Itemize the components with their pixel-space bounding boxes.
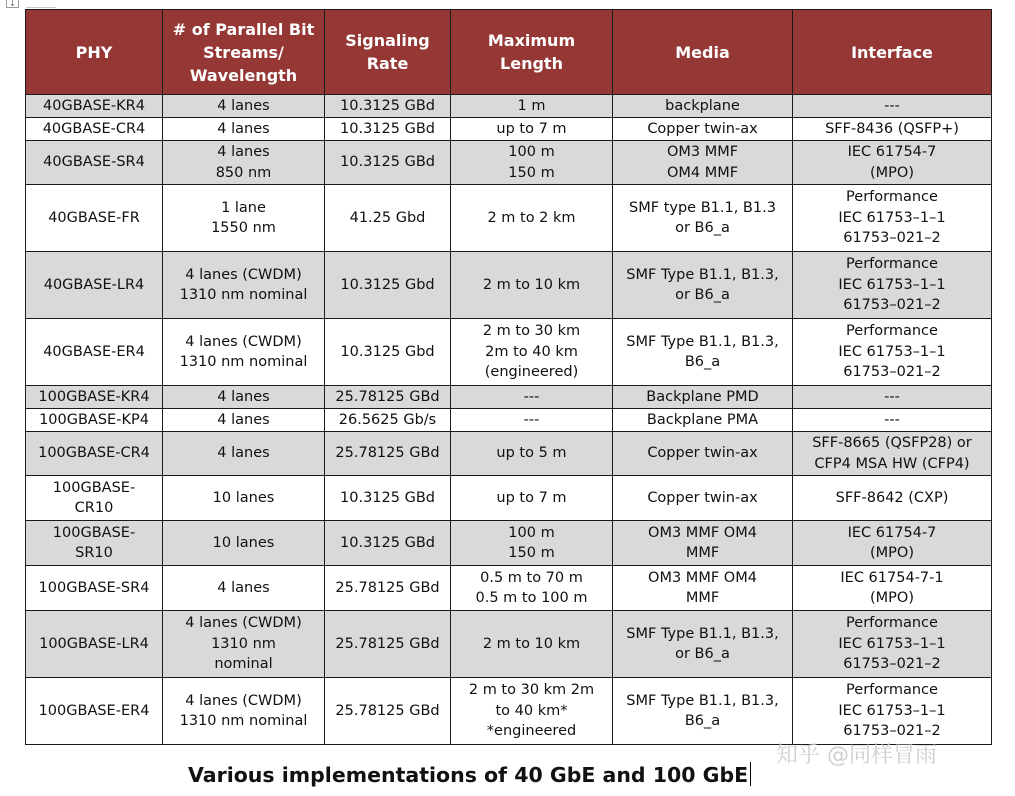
max-length-cell: 2 m to 30 km 2m to 40 km (engineered) — [451, 319, 613, 386]
table-row — [26, 141, 992, 185]
phy-cell: 40GBASE-CR4 — [26, 118, 163, 141]
top-rule — [26, 7, 56, 8]
lanes-cell: 4 lanes — [163, 95, 325, 118]
phy-cell: 100GBASE-KR4 — [26, 386, 163, 409]
phy-cell: 100GBASE-KP4 — [26, 409, 163, 432]
lanes-cell: 4 lanes — [163, 432, 325, 476]
signaling-rate-cell: 25.78125 GBd — [325, 611, 451, 678]
phy-cell: 100GBASE-CR4 — [26, 432, 163, 476]
lanes-cell: 10 lanes — [163, 521, 325, 566]
table-row — [26, 118, 992, 141]
media-cell: OM3 MMF OM4 MMF — [613, 521, 793, 566]
anchor-icon: ↓ — [6, 0, 19, 8]
table-row — [26, 566, 992, 611]
table-row — [26, 319, 992, 386]
table-row — [26, 95, 992, 118]
table-row — [26, 611, 992, 678]
interface-cell: Performance IEC 61753–1–1 61753–021–2 — [793, 319, 992, 386]
figure-caption — [188, 760, 751, 790]
phy-cell: 40GBASE-FR — [26, 185, 163, 252]
interface-cell: Performance IEC 61753–1–1 61753–021–2 — [793, 185, 992, 252]
header-phy: PHY — [26, 10, 163, 95]
max-length-cell: up to 5 m — [451, 432, 613, 476]
table-row — [26, 185, 992, 252]
max-length-cell: up to 7 m — [451, 118, 613, 141]
interface-cell: IEC 61754-7 (MPO) — [793, 521, 992, 566]
media-cell: SMF Type B1.1, B1.3, B6_a — [613, 319, 793, 386]
lanes-cell: 4 lanes — [163, 566, 325, 611]
caption-text: Various implementations of 40 GbE and 100 GbE — [188, 763, 749, 787]
signaling-rate-cell: 41.25 Gbd — [325, 185, 451, 252]
media-cell: SMF type B1.1, B1.3 or B6_a — [613, 185, 793, 252]
media-cell: backplane — [613, 95, 793, 118]
table-row — [26, 476, 992, 521]
phy-cell: 100GBASE-ER4 — [26, 678, 163, 745]
lanes-cell: 4 lanes (CWDM) 1310 nm nominal — [163, 319, 325, 386]
interface-cell: IEC 61754-7-1 (MPO) — [793, 566, 992, 611]
lanes-cell: 4 lanes — [163, 386, 325, 409]
text-cursor — [750, 762, 751, 786]
signaling-rate-cell: 10.3125 Gbd — [325, 252, 451, 319]
media-cell: Backplane PMA — [613, 409, 793, 432]
max-length-cell: 0.5 m to 70 m 0.5 m to 100 m — [451, 566, 613, 611]
interface-cell: Performance IEC 61753–1–1 61753–021–2 — [793, 678, 992, 745]
lanes-cell: 4 lanes (CWDM) 1310 nm nominal — [163, 678, 325, 745]
table-header-row — [26, 10, 992, 95]
header-media: Media — [613, 10, 793, 95]
signaling-rate-cell: 25.78125 GBd — [325, 678, 451, 745]
media-cell: Copper twin-ax — [613, 118, 793, 141]
interface-cell: SFF-8665 (QSFP28) or CFP4 MSA HW (CFP4) — [793, 432, 992, 476]
signaling-rate-cell: 25.78125 GBd — [325, 386, 451, 409]
media-cell: OM3 MMF OM4 MMF — [613, 141, 793, 185]
max-length-cell: 100 m 150 m — [451, 521, 613, 566]
lanes-cell: 4 lanes 850 nm — [163, 141, 325, 185]
interface-cell: --- — [793, 386, 992, 409]
phy-cell: 40GBASE-LR4 — [26, 252, 163, 319]
phy-cell: 100GBASE-SR4 — [26, 566, 163, 611]
table-row — [26, 678, 992, 745]
max-length-cell: --- — [451, 409, 613, 432]
media-cell: OM3 MMF OM4 MMF — [613, 566, 793, 611]
interface-cell: SFF-8436 (QSFP+) — [793, 118, 992, 141]
interface-cell: --- — [793, 95, 992, 118]
signaling-rate-cell: 10.3125 GBd — [325, 95, 451, 118]
lanes-cell: 10 lanes — [163, 476, 325, 521]
signaling-rate-cell: 25.78125 GBd — [325, 566, 451, 611]
max-length-cell: 2 m to 10 km — [451, 252, 613, 319]
media-cell: Copper twin-ax — [613, 432, 793, 476]
phy-cell: 100GBASE- SR10 — [26, 521, 163, 566]
media-cell: SMF Type B1.1, B1.3, or B6_a — [613, 252, 793, 319]
signaling-rate-cell: 10.3125 GBd — [325, 118, 451, 141]
header-interface: Interface — [793, 10, 992, 95]
media-cell: Backplane PMD — [613, 386, 793, 409]
max-length-cell: 2 m to 10 km — [451, 611, 613, 678]
lanes-cell: 4 lanes (CWDM) 1310 nm nominal — [163, 252, 325, 319]
interface-cell: Performance IEC 61753–1–1 61753–021–2 — [793, 252, 992, 319]
signaling-rate-cell: 10.3125 Gbd — [325, 319, 451, 386]
max-length-cell: up to 7 m — [451, 476, 613, 521]
header-signaling-rate: Signaling Rate — [325, 10, 451, 95]
media-cell: SMF Type B1.1, B1.3, B6_a — [613, 678, 793, 745]
interface-cell: Performance IEC 61753–1–1 61753–021–2 — [793, 611, 992, 678]
signaling-rate-cell: 10.3125 GBd — [325, 141, 451, 185]
interface-cell: SFF-8642 (CXP) — [793, 476, 992, 521]
max-length-cell: 1 m — [451, 95, 613, 118]
table-row — [26, 432, 992, 476]
phy-cell: 100GBASE- CR10 — [26, 476, 163, 521]
max-length-cell: 2 m to 30 km 2m to 40 km* *engineered — [451, 678, 613, 745]
table-row — [26, 409, 992, 432]
interface-cell: --- — [793, 409, 992, 432]
table-header — [26, 10, 992, 95]
phy-cell: 40GBASE-KR4 — [26, 95, 163, 118]
max-length-cell: 100 m 150 m — [451, 141, 613, 185]
table-row — [26, 252, 992, 319]
media-cell: Copper twin-ax — [613, 476, 793, 521]
interface-cell: IEC 61754-7 (MPO) — [793, 141, 992, 185]
signaling-rate-cell: 10.3125 GBd — [325, 476, 451, 521]
signaling-rate-cell: 10.3125 GBd — [325, 521, 451, 566]
signaling-rate-cell: 26.5625 Gb/s — [325, 409, 451, 432]
lanes-cell: 1 lane 1550 nm — [163, 185, 325, 252]
lanes-cell: 4 lanes — [163, 409, 325, 432]
phy-comparison-table — [25, 9, 992, 745]
phy-cell: 40GBASE-SR4 — [26, 141, 163, 185]
lanes-cell: 4 lanes — [163, 118, 325, 141]
table-body — [26, 95, 992, 745]
phy-cell: 40GBASE-ER4 — [26, 319, 163, 386]
phy-cell: 100GBASE-LR4 — [26, 611, 163, 678]
max-length-cell: --- — [451, 386, 613, 409]
table-row — [26, 386, 992, 409]
table-row — [26, 521, 992, 566]
watermark: 知乎 @同样冒雨 — [776, 743, 937, 768]
media-cell: SMF Type B1.1, B1.3, or B6_a — [613, 611, 793, 678]
max-length-cell: 2 m to 2 km — [451, 185, 613, 252]
header-parallel-streams: # of Parallel Bit Streams/ Wavelength — [163, 10, 325, 95]
signaling-rate-cell: 25.78125 GBd — [325, 432, 451, 476]
header-maximum-length: Maximum Length — [451, 10, 613, 95]
lanes-cell: 4 lanes (CWDM) 1310 nm nominal — [163, 611, 325, 678]
